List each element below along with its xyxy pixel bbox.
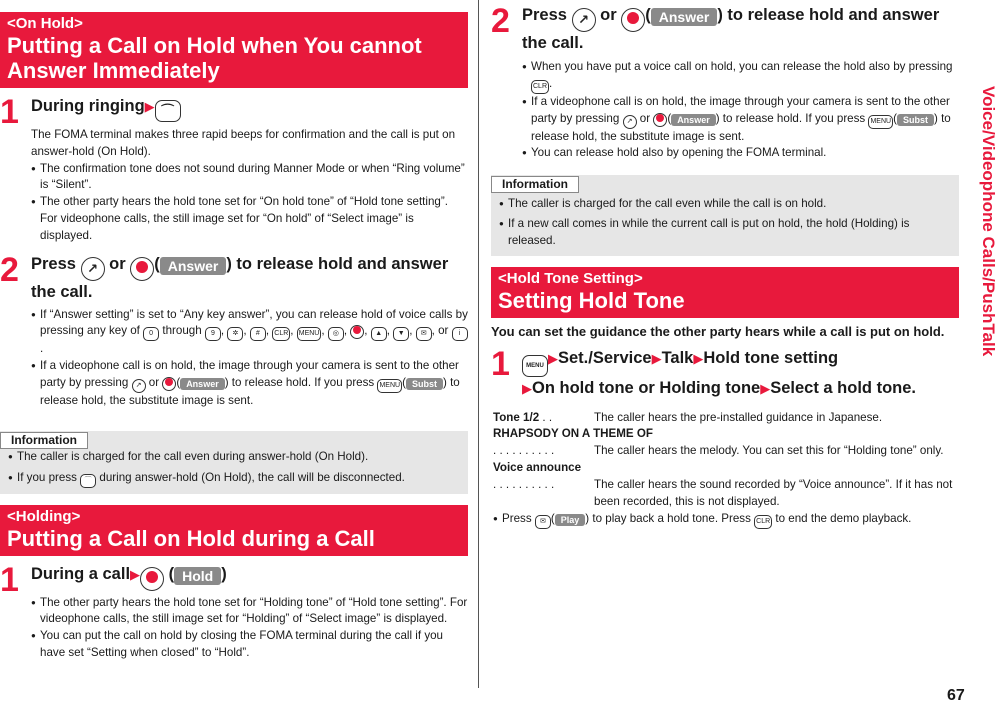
- nine-key-icon: 9: [205, 327, 221, 341]
- page-number: 67: [947, 687, 965, 704]
- on-hold-step-1: [0, 95, 468, 245]
- info-bullet: [8, 470, 462, 488]
- bullet-item: ● Press ✉ ( Play ) to play back a hold tone. Press CLR to end the demo playback.: [493, 511, 959, 529]
- center-key-icon: [140, 567, 164, 591]
- end-key-icon: ⌒: [80, 474, 96, 488]
- inline-text: Talk: [661, 348, 694, 367]
- up-key-icon: ▲: [371, 327, 387, 341]
- down-key-icon: ▼: [393, 327, 409, 341]
- send-key-icon: ↗: [623, 115, 637, 129]
- left-column: [0, 0, 468, 662]
- center-key-icon: [162, 377, 176, 391]
- answer-softkey-icon: Answer: [651, 8, 718, 26]
- star-key-icon: ✲: [227, 327, 243, 341]
- step-description: The FOMA terminal makes three rapid beeps for confirmation and the call is put on answer-hold (On Hold).: [31, 128, 456, 158]
- camera-key-icon: ◎: [328, 327, 344, 341]
- subst-softkey-icon: Subst: [406, 378, 443, 390]
- inline-text: During a call: [31, 564, 131, 583]
- section-tag: <Hold Tone Setting>: [498, 269, 643, 287]
- bullet-item: ● You can release hold also by opening the FOMA terminal.: [522, 145, 959, 162]
- i-mode-key-icon: i: [452, 327, 468, 341]
- inline-text: to release hold, the substitute image is sent.: [531, 111, 951, 143]
- menu-key-icon: MENU: [868, 115, 893, 129]
- inline-text: Set./Service: [558, 348, 652, 367]
- definition-row: RHAPSODY ON A THEME OF . . . . . . . . . . The caller hears the melody. You can set this for “Holding tone” only.: [493, 427, 944, 458]
- inline-text: to release hold. If you press: [231, 375, 375, 389]
- center-key-icon: [621, 8, 645, 32]
- hold-tone-intro: You can set the guidance the other party hears while a call is put on hold.: [491, 323, 945, 339]
- hold-tone-step-1: [491, 344, 959, 400]
- send-key-icon: ↗: [81, 257, 105, 281]
- inline-text: to release hold. If you press: [722, 111, 866, 125]
- inline-text: Press: [502, 512, 532, 526]
- inline-text: Press: [522, 6, 567, 24]
- menu-key-icon: MENU: [297, 327, 322, 341]
- inline-text: during answer-hold (On Hold), the call will be disconnected.: [99, 470, 405, 484]
- bullet-item: ● If a videophone call is on hold, the image through your camera is sent to the other party by pressing ↗ or ( Answer ) to release hold. If you press MENU ( Subst ) to release hold, the substitute image is sent.: [522, 94, 959, 146]
- clear-key-icon: CLR: [272, 327, 290, 341]
- inline-text: , or: [431, 324, 449, 338]
- bullet-item: ● If “Answer setting” is set to “Any key answer”, you can release hold of voice calls by pressing any key of 0 through 9 , ✲ , # , CLR , MENU , ◎ , , ▲ , ▼ , ✉ , or i.: [31, 307, 468, 359]
- information-label: Information: [0, 432, 88, 449]
- inline-text: to release hold and answer the call.: [522, 6, 940, 52]
- bullet-item: ● The other party hears the hold tone set for “On hold tone” of “Hold tone setting”. For videophone calls, the still image set for “On hold” of “Select image” is displayed.: [31, 194, 468, 244]
- subst-softkey-icon: Subst: [897, 114, 934, 126]
- chapter-side-tab: [972, 86, 998, 396]
- end-key-icon: ⌒: [155, 100, 181, 122]
- information-label: Information: [491, 176, 579, 193]
- send-key-icon: ↗: [132, 379, 146, 393]
- inline-text: The caller hears the pre-installed guidance in Japanese.: [594, 410, 883, 424]
- inline-text: If “Answer setting” is set to “Any key answer”, you can release hold of voice calls by pressing any key of: [40, 307, 468, 338]
- definition-row: [493, 410, 959, 427]
- inline-text: or: [639, 111, 651, 125]
- step-heading: During ringing▶ ⌒: [31, 95, 468, 122]
- step-number: 1: [0, 93, 19, 131]
- inline-text: or: [600, 6, 617, 24]
- section-tag: <Holding>: [7, 507, 81, 525]
- inline-text: through: [162, 324, 202, 338]
- menu-key-icon: MENU: [522, 355, 548, 377]
- inline-text: or: [109, 254, 126, 273]
- center-key-icon: [130, 257, 154, 281]
- inline-text: During ringing: [31, 97, 145, 115]
- on-hold-section-header: [0, 12, 468, 88]
- section-title: Putting a Call on Hold during a Call: [7, 525, 375, 551]
- play-softkey-icon: Play: [555, 514, 586, 526]
- inline-text: to release hold and answer the call.: [31, 254, 449, 301]
- inline-text: to release hold, the substitute image is sent.: [40, 375, 460, 407]
- bullet-item: ● If a videophone call is on hold, the image through your camera is sent to the other party by pressing ↗ or ( Answer ) to release hold. If you press MENU ( Subst ) to release hold, the substitute image is sent.: [31, 358, 468, 410]
- column-divider: [478, 0, 479, 688]
- hold-tone-section-header: [491, 267, 959, 318]
- send-key-icon: ↗: [572, 8, 596, 32]
- inline-text: to play back a hold tone. Press: [592, 512, 751, 526]
- inline-text: Hold tone setting: [703, 348, 839, 367]
- inline-text: or: [148, 375, 160, 389]
- menu-key-icon: MENU: [377, 379, 402, 393]
- definition-row: Voice announce . . . . . . . . . . The caller hears the sound recorded by “Voice announce”. If it has not been recorded, this is not displayed.: [493, 460, 953, 508]
- clear-key-icon: CLR: [754, 515, 772, 529]
- step-heading: Press ↗ or ( Answer ) to release hold and answer the call.: [31, 254, 449, 301]
- inline-text: . .: [539, 410, 553, 424]
- step-heading: During a call▶ ( Hold ): [31, 563, 468, 591]
- mail-key-icon: ✉: [416, 327, 432, 341]
- inline-text: If a videophone call is on hold, the image through your camera is sent to the other party by pressing: [531, 94, 950, 125]
- inline-text: to end the demo playback.: [775, 512, 912, 526]
- answer-softkey-icon: Answer: [180, 378, 225, 390]
- center-key-icon: [653, 113, 667, 127]
- bullet-item: ● The confirmation tone does not sound during Manner Mode or when “Ring volume” is “Silent”.: [31, 161, 468, 195]
- inline-text: . . . . . . . . . .: [493, 444, 555, 458]
- clear-key-icon: CLR: [531, 80, 549, 94]
- section-title: Setting Hold Tone: [498, 287, 685, 313]
- step-number: 1: [491, 344, 510, 383]
- bullet-item: ● When you have put a voice call on hold, you can release the hold also by pressing CLR .: [522, 59, 959, 94]
- on-hold-step-2: [0, 250, 468, 410]
- inline-text: When you have put a voice call on hold, you can release the hold also by pressing: [531, 60, 953, 73]
- holding-step-1: [0, 560, 468, 662]
- info-bullet: ● The caller is charged for the call even while the call is on hold.: [499, 196, 953, 213]
- bullet-item: ● The other party hears the hold tone set for “Holding tone” of “Hold tone setting”. For videophone calls, the still image set for “Holding” of “Select image” is displayed.: [31, 595, 468, 629]
- right-column: [491, 0, 959, 529]
- on-hold-step-2-continued: [491, 4, 959, 162]
- section-tag: <On Hold>: [7, 15, 83, 32]
- inline-text: Press: [31, 254, 76, 273]
- answer-softkey-icon: Answer: [671, 114, 716, 126]
- zero-key-icon: 0: [143, 327, 159, 341]
- mail-key-icon: ✉: [535, 515, 551, 529]
- section-title: Putting a Call on Hold when You cannot Answer Immediately: [7, 33, 422, 83]
- answer-softkey-icon: Answer: [160, 257, 227, 275]
- step-heading: Press ↗ or ( Answer ) to release hold and answer the call.: [522, 6, 940, 52]
- inline-text: If you press: [17, 470, 77, 484]
- inline-text: . . . . . . . . . .: [493, 477, 555, 491]
- step-number: 2: [491, 2, 510, 40]
- chapter-title: Voice/Videophone Calls/PushTalk: [979, 86, 998, 357]
- inline-text: On hold tone or Holding tone: [532, 378, 761, 397]
- info-bullet: ● The caller is charged for the call even during answer-hold (On Hold).: [8, 449, 462, 466]
- bullet-item: ● You can put the call on hold by closing the FOMA terminal during the call if you have set “Setting when closed” to “Hold”.: [31, 628, 468, 662]
- center-key-icon: [350, 325, 364, 339]
- on-hold-information-box: [0, 431, 468, 494]
- hash-key-icon: #: [250, 327, 266, 341]
- step-number: 1: [0, 560, 19, 599]
- inline-text: Select a hold tone.: [770, 378, 916, 397]
- info-bullet: ● If a new call comes in while the current call is put on hold, the hold (Holding) is released.: [499, 216, 953, 250]
- holding-section-header: [0, 505, 468, 556]
- hold-softkey-icon: Hold: [174, 567, 221, 585]
- step-heading: MENU ▶Set./Service▶Talk▶Hold tone setting ▶On hold tone or Holding tone▶Select a hold tone.: [522, 348, 916, 397]
- holding-information-box: [491, 175, 959, 255]
- hold-tone-definitions: [491, 410, 959, 530]
- inline-text: If a videophone call is on hold, the image through your camera is sent to the other party by pressing: [40, 359, 459, 389]
- step-number: 2: [0, 250, 19, 289]
- inline-text: Tone 1/2: [493, 410, 540, 424]
